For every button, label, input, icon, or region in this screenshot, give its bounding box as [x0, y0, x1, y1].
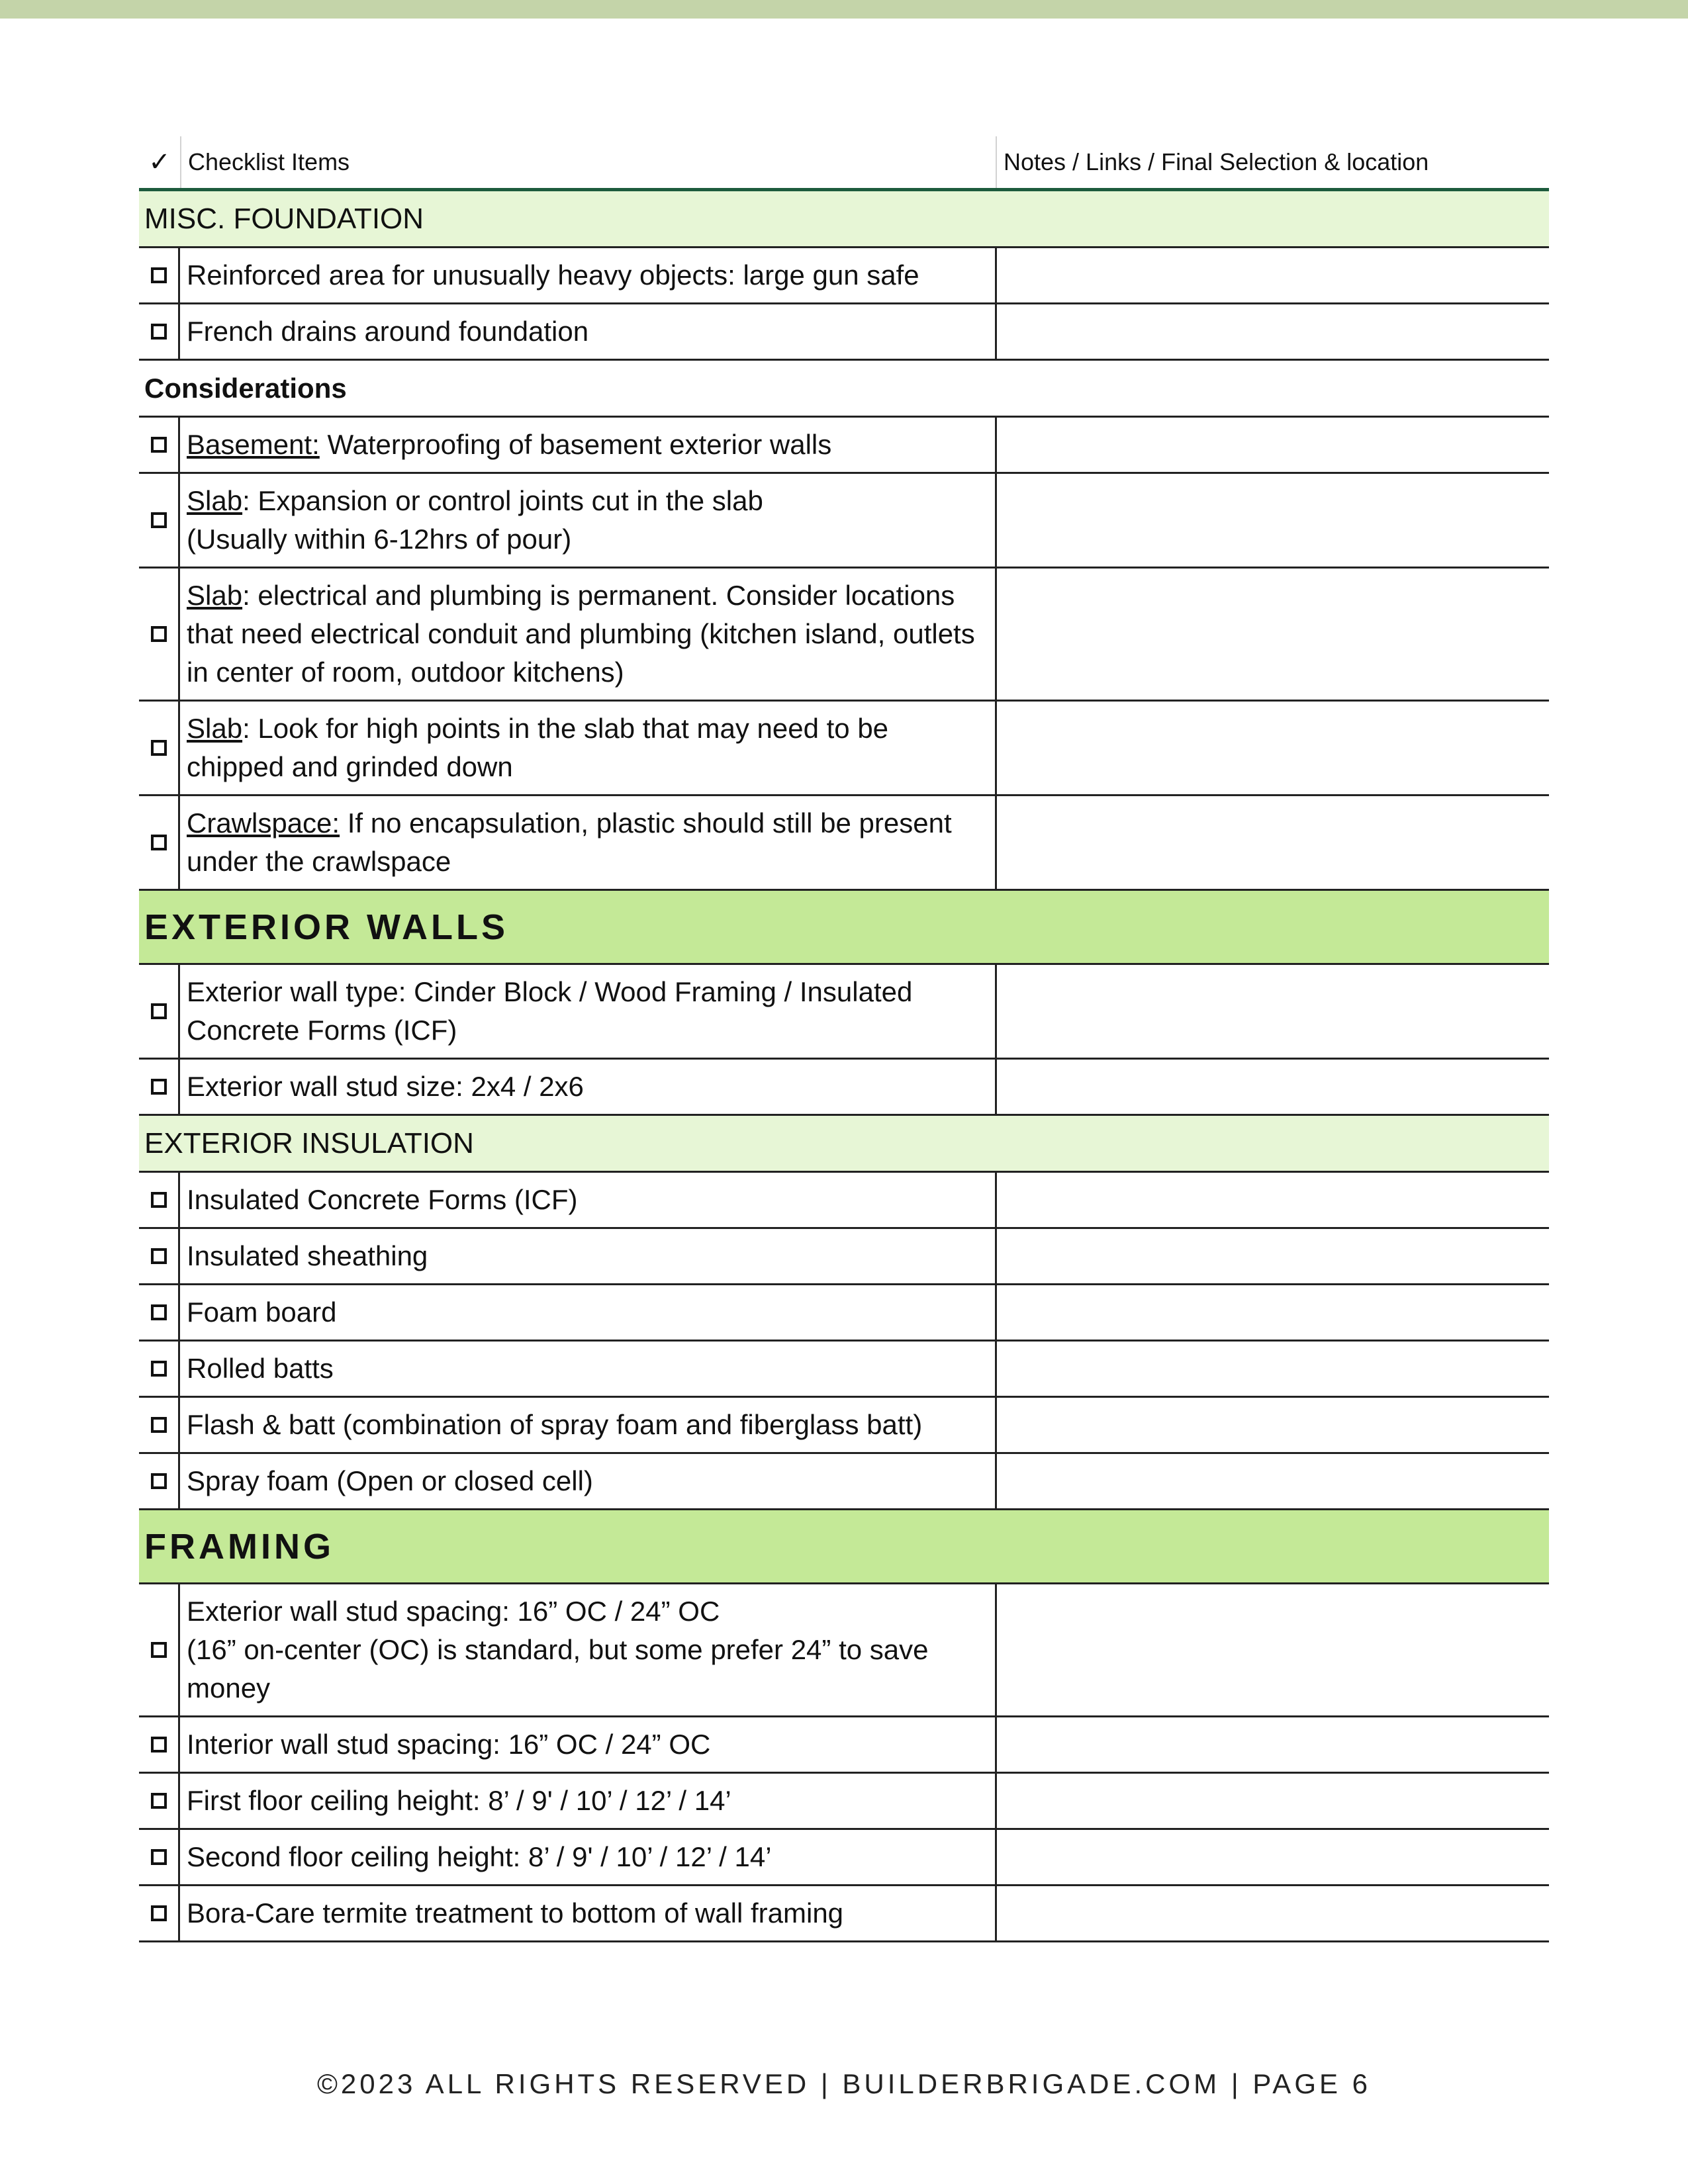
notes-cell[interactable]: [997, 702, 1549, 794]
notes-cell[interactable]: [997, 569, 1549, 700]
item-text: Interior wall stud spacing: 16” OC / 24” OC: [180, 1717, 997, 1772]
item-detail: : electrical and plumbing is permanent. Consider locations that need electrical conduit and plumbing (kitchen island, outlets in center of room, outdoor kitchens): [187, 580, 975, 688]
item-detail: : Expansion or control joints cut in the slab (Usually within 6-12hrs of pour): [187, 485, 763, 555]
notes-cell[interactable]: [997, 1774, 1549, 1828]
item-text: Exterior wall stud spacing: 16” OC / 24” OC (16” on-center (OC) is standard, but some prefer 24” to save money: [180, 1584, 997, 1715]
item-label: Crawlspace:: [187, 807, 340, 839]
checkbox[interactable]: [151, 1793, 167, 1809]
checkbox[interactable]: [151, 1361, 167, 1377]
checkbox[interactable]: [151, 1304, 167, 1320]
checklist-row: [139, 474, 1549, 569]
item-text: Exterior wall type: Cinder Block / Wood Framing / Insulated Concrete Forms (ICF): [180, 965, 997, 1058]
notes-cell[interactable]: [997, 418, 1549, 472]
checklist-row: [139, 1060, 1549, 1116]
checkbox[interactable]: [151, 1905, 167, 1921]
notes-cell[interactable]: [997, 1398, 1549, 1452]
item-detail: If no encapsulation, plastic should still be present under the crawlspace: [187, 807, 952, 877]
item-text: First floor ceiling height: 8’ / 9' / 10’ / 12’ / 14’: [180, 1774, 997, 1828]
checkbox[interactable]: [151, 835, 167, 850]
notes-cell[interactable]: [997, 474, 1549, 567]
item-text: Flash & batt (combination of spray foam and fiberglass batt): [180, 1398, 997, 1452]
item-text: Reinforced area for unusually heavy objects: large gun safe: [180, 248, 997, 302]
notes-cell[interactable]: [997, 1173, 1549, 1227]
notes-cell[interactable]: [997, 1454, 1549, 1508]
item-text: Insulated Concrete Forms (ICF): [180, 1173, 997, 1227]
subsection-exterior-insulation: EXTERIOR INSULATION: [139, 1116, 1549, 1173]
checklist-row: [139, 1584, 1549, 1717]
checklist-row: [139, 965, 1549, 1060]
item-text: Spray foam (Open or closed cell): [180, 1454, 997, 1508]
notes-cell[interactable]: [997, 1886, 1549, 1940]
checkbox[interactable]: [151, 1737, 167, 1752]
notes-cell[interactable]: [997, 1229, 1549, 1283]
item-label: Slab: [187, 580, 243, 611]
checklist-row: [139, 1717, 1549, 1774]
table-header: [139, 136, 1549, 191]
item-text: [180, 796, 997, 889]
top-color-band: [0, 0, 1688, 19]
notes-cell[interactable]: [997, 1060, 1549, 1114]
checkbox[interactable]: [151, 1642, 167, 1658]
item-text: Bora-Care termite treatment to bottom of wall framing: [180, 1886, 997, 1940]
checklist-row: [139, 1173, 1549, 1229]
item-text: [180, 702, 997, 794]
checklist-row: [139, 796, 1549, 891]
checklist-row: [139, 1830, 1549, 1886]
item-label: Slab: [187, 485, 243, 516]
checklist-row: [139, 1886, 1549, 1942]
checkbox[interactable]: [151, 267, 167, 283]
considerations-heading: Considerations: [139, 361, 1549, 418]
checklist-row: [139, 304, 1549, 361]
checklist-row: [139, 1285, 1549, 1342]
checklist-row: [139, 1229, 1549, 1285]
section-framing: FRAMING: [139, 1510, 1549, 1584]
checklist-table: [139, 136, 1549, 1942]
check-column-header: ✓: [139, 136, 181, 188]
notes-cell[interactable]: [997, 796, 1549, 889]
notes-cell[interactable]: [997, 1584, 1549, 1715]
checklist-row: [139, 248, 1549, 304]
notes-column-header: Notes / Links / Final Selection & location: [996, 136, 1429, 188]
checkbox[interactable]: [151, 1473, 167, 1489]
notes-cell[interactable]: [997, 304, 1549, 359]
checklist-row: [139, 1398, 1549, 1454]
item-detail: Waterproofing of basement exterior walls: [319, 429, 832, 460]
item-text: [180, 569, 997, 700]
checklist-row: [139, 569, 1549, 702]
item-label: Basement:: [187, 429, 320, 460]
items-column-header: Checklist Items: [188, 148, 350, 175]
item-label: Slab: [187, 713, 243, 744]
item-text: Second floor ceiling height: 8’ / 9' / 10’ / 12’ / 14’: [180, 1830, 997, 1884]
item-text: Foam board: [180, 1285, 997, 1340]
item-text: Insulated sheathing: [180, 1229, 997, 1283]
checkbox[interactable]: [151, 437, 167, 453]
subsection-misc-foundation: MISC. FOUNDATION: [139, 191, 1549, 248]
checkbox[interactable]: [151, 1849, 167, 1865]
checkbox[interactable]: [151, 1248, 167, 1264]
item-text: French drains around foundation: [180, 304, 997, 359]
section-exterior-walls: EXTERIOR WALLS: [139, 891, 1549, 965]
checklist-row: [139, 418, 1549, 474]
item-text: Exterior wall stud size: 2x4 / 2x6: [180, 1060, 997, 1114]
checklist-row: [139, 1342, 1549, 1398]
item-text: [180, 418, 997, 472]
checkbox[interactable]: [151, 1079, 167, 1095]
checkbox[interactable]: [151, 1192, 167, 1208]
page-footer: ©2023 ALL RIGHTS RESERVED | BUILDERBRIGADE.COM | PAGE 6: [316, 2068, 1372, 2099]
checkbox[interactable]: [151, 512, 167, 528]
checkbox[interactable]: [151, 1003, 167, 1019]
notes-cell[interactable]: [997, 1342, 1549, 1396]
checklist-row: [139, 702, 1549, 796]
checklist-row: [139, 1454, 1549, 1510]
item-detail: : Look for high points in the slab that may need to be chipped and grinded down: [187, 713, 889, 782]
notes-cell[interactable]: [997, 1830, 1549, 1884]
item-text: [180, 474, 997, 567]
item-text: Rolled batts: [180, 1342, 997, 1396]
notes-cell[interactable]: [997, 1717, 1549, 1772]
notes-cell[interactable]: [997, 965, 1549, 1058]
checkbox[interactable]: [151, 740, 167, 756]
checkbox[interactable]: [151, 324, 167, 340]
checkbox[interactable]: [151, 626, 167, 642]
notes-cell[interactable]: [997, 248, 1549, 302]
checklist-row: [139, 1774, 1549, 1830]
checkbox[interactable]: [151, 1417, 167, 1433]
notes-cell[interactable]: [997, 1285, 1549, 1340]
